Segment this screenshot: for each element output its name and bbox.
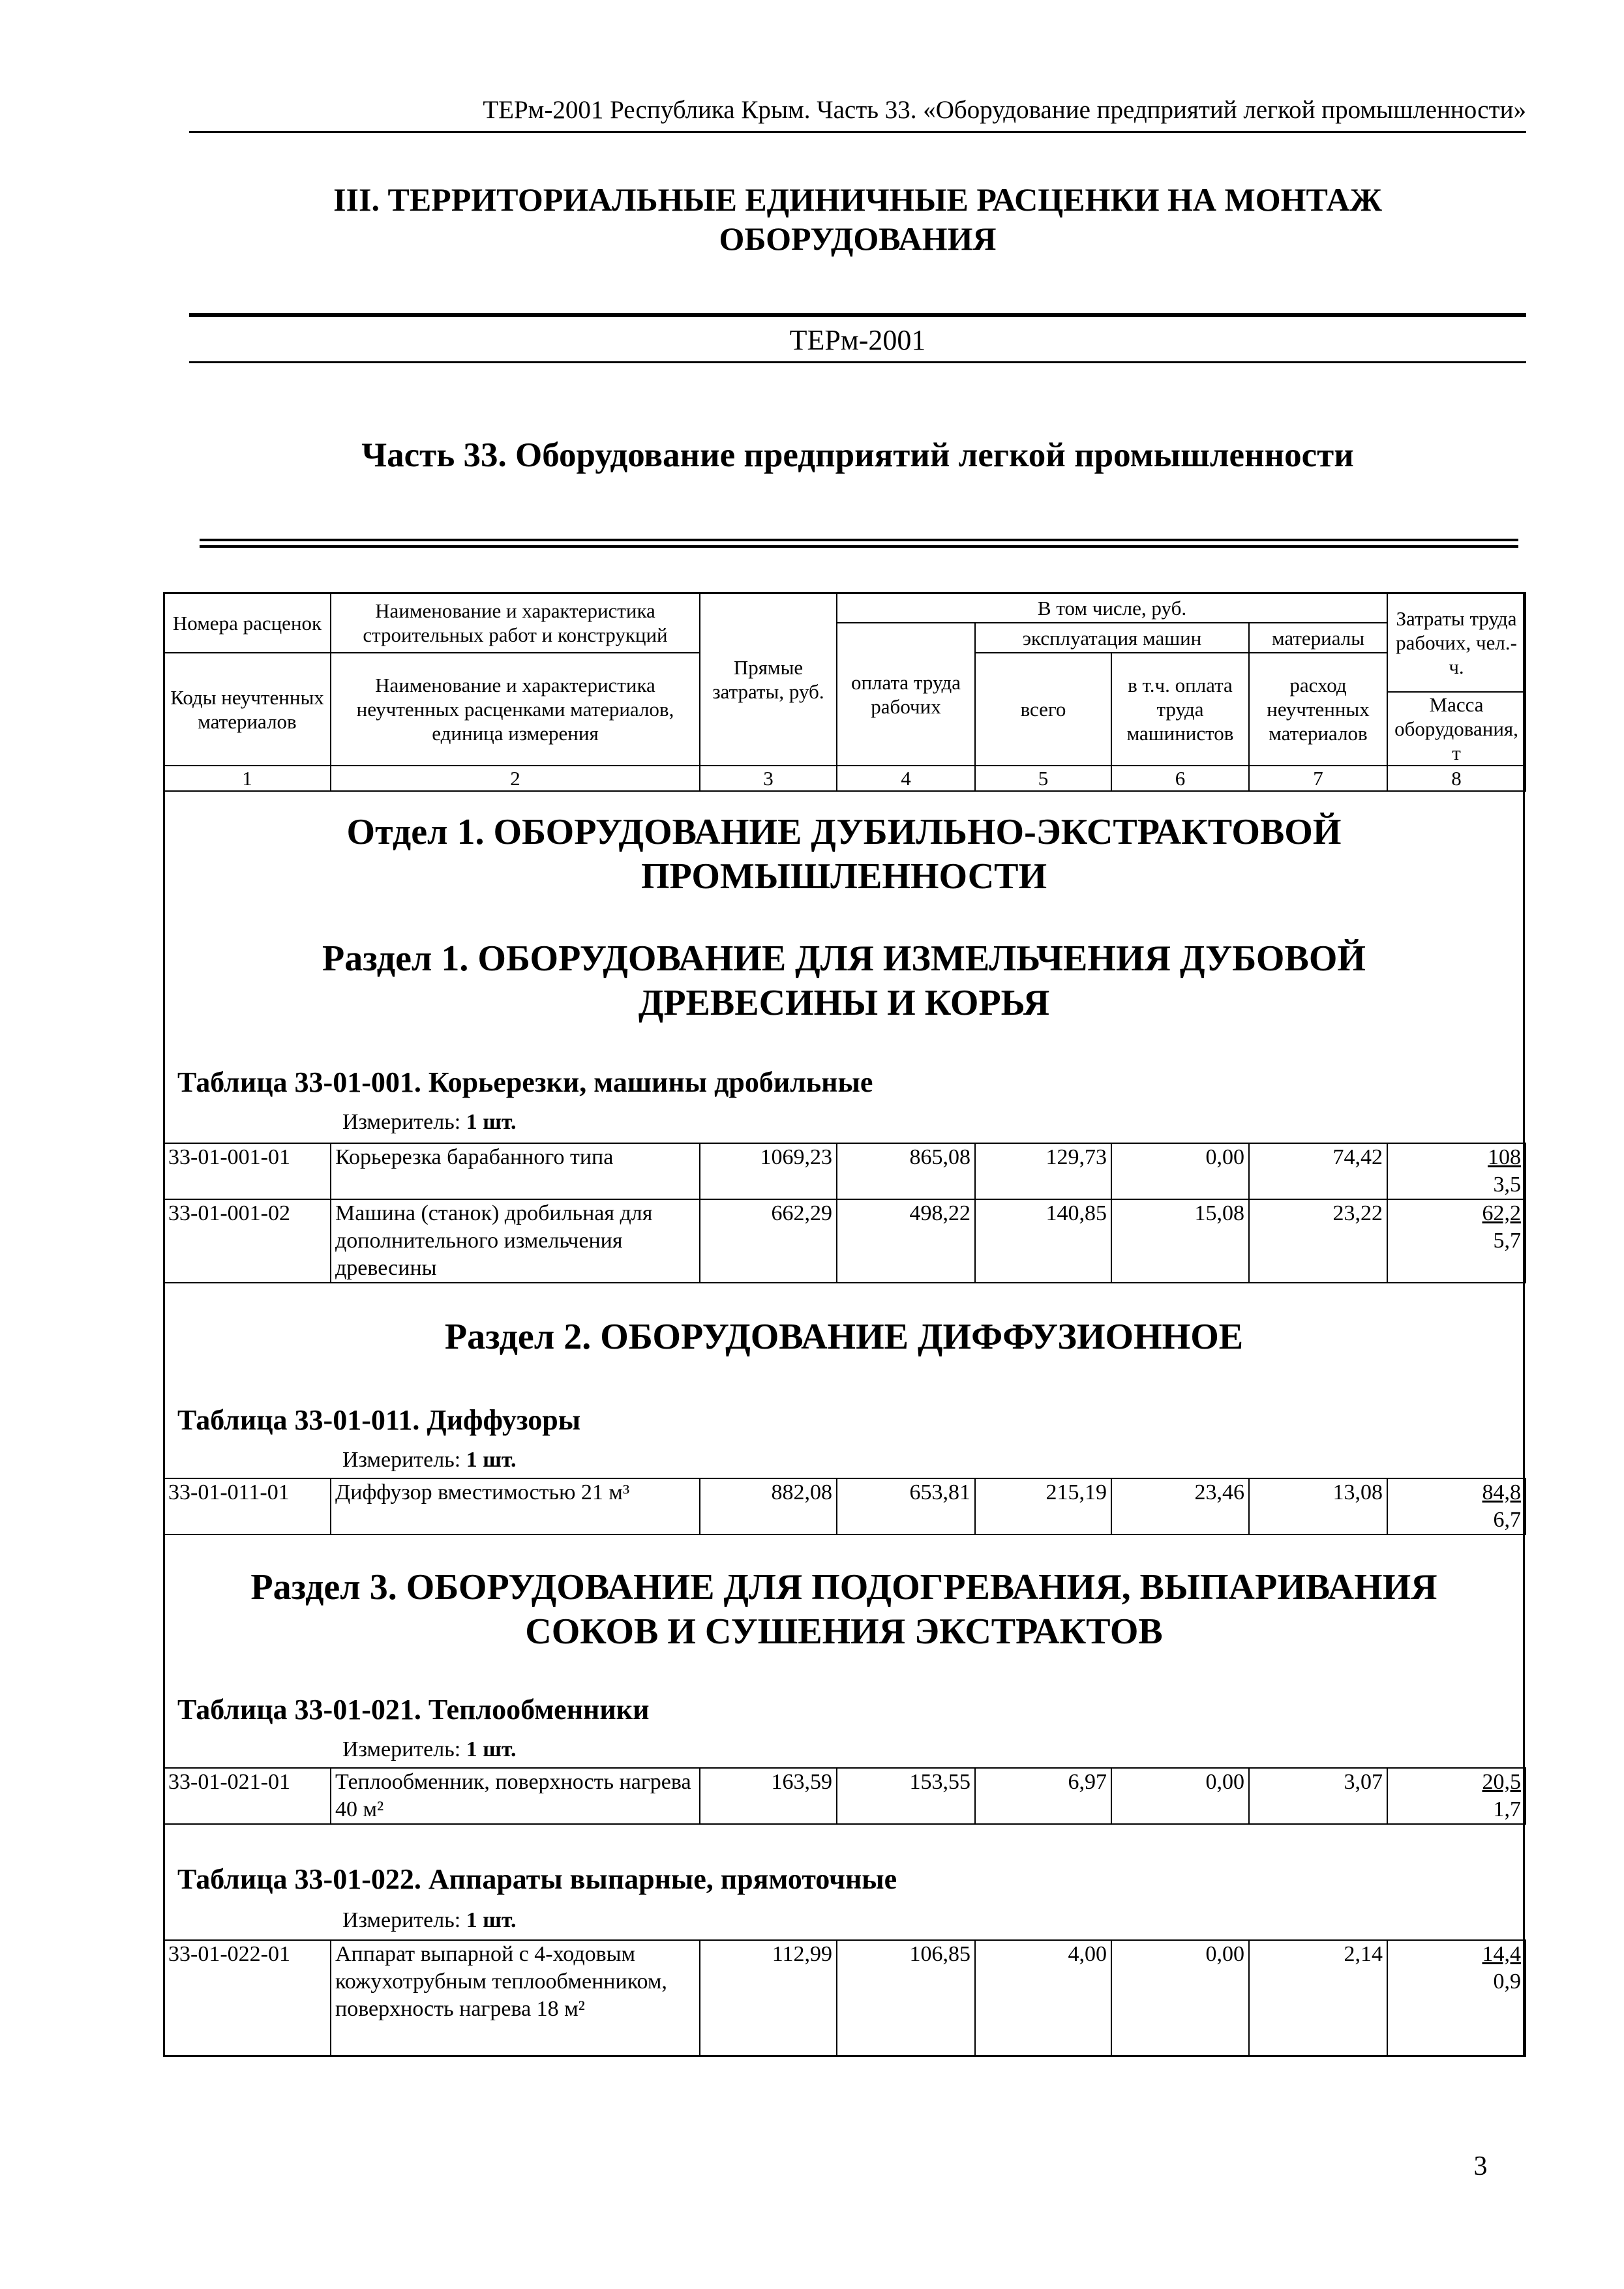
header-labor-pay: оплата труда рабочих bbox=[837, 623, 975, 766]
section-1-title-line1: Раздел 1. ОБОРУДОВАНИЕ ДЛЯ ИЗМЕЛЬЧЕНИЯ ДУБОВОЙ bbox=[322, 938, 1366, 979]
rates-table bbox=[163, 1143, 1526, 1283]
header-work-name: Наименование и характеристика строительных работ и конструкций bbox=[331, 593, 700, 653]
table-title: Таблица 33-01-011. Диффузоры bbox=[177, 1404, 581, 1436]
labor-pay: 498,22 bbox=[837, 1199, 975, 1283]
machines-total: 215,19 bbox=[975, 1478, 1111, 1534]
labor-costs: 84,8 bbox=[1482, 1480, 1521, 1504]
labor-mass-cell bbox=[1387, 1478, 1526, 1534]
section-3-title bbox=[163, 1565, 1525, 1654]
table-title: Таблица 33-01-021. Теплообменники bbox=[177, 1694, 650, 1726]
department-title-line2: ПРОМЫШЛЕННОСТИ bbox=[640, 856, 1047, 897]
materials: 13,08 bbox=[1249, 1478, 1387, 1534]
header-col-number: 4 bbox=[837, 766, 975, 791]
materials: 23,22 bbox=[1249, 1199, 1387, 1283]
header-rate-numbers: Номера расценок bbox=[164, 593, 331, 653]
header-col-number: 6 bbox=[1111, 766, 1249, 791]
header-machines-total: всего bbox=[975, 653, 1111, 766]
equipment-mass: 6,7 bbox=[1493, 1508, 1521, 1532]
ter-code-rule-top bbox=[189, 313, 1526, 317]
machines-total: 129,73 bbox=[975, 1143, 1111, 1199]
header-equipment-mass: Масса оборудования, т bbox=[1387, 692, 1526, 766]
header-unaccounted-name: Наименование и характеристика неучтенных расценками материалов, единица измерения bbox=[331, 653, 700, 766]
measure-unit: 1 шт. bbox=[466, 1737, 517, 1761]
equipment-mass: 0,9 bbox=[1493, 1969, 1521, 1994]
machines-operators: 23,46 bbox=[1111, 1478, 1249, 1534]
machines-operators: 0,00 bbox=[1111, 1940, 1249, 2056]
labor-costs: 20,5 bbox=[1482, 1770, 1521, 1794]
department-title-line1: Отдел 1. ОБОРУДОВАНИЕ ДУБИЛЬНО-ЭКСТРАКТОВОЙ bbox=[346, 812, 1342, 852]
labor-costs: 62,2 bbox=[1482, 1201, 1521, 1225]
measure-label: Измеритель: bbox=[342, 1448, 461, 1472]
machines-operators: 0,00 bbox=[1111, 1768, 1249, 1824]
table-row bbox=[164, 1768, 1526, 1824]
rate-name: Аппарат выпарной с 4-ходовым кожухотрубным теплообменником, поверхность нагрева 18 м² bbox=[331, 1940, 700, 2056]
header-col-number: 7 bbox=[1249, 766, 1387, 791]
header-direct-costs: Прямые затраты, руб. bbox=[700, 593, 837, 766]
table-row bbox=[164, 1478, 1526, 1534]
measure-line bbox=[342, 1448, 517, 1473]
direct-costs: 112,99 bbox=[700, 1940, 837, 2056]
measure-label: Измеритель: bbox=[342, 1908, 461, 1932]
running-header: ТЕРм-2001 Республика Крым. Часть 33. «Оборудование предприятий легкой промышленности» bbox=[483, 96, 1526, 124]
section-1-title-line2: ДРЕВЕСИНЫ И КОРЬЯ bbox=[638, 983, 1050, 1023]
labor-mass-cell bbox=[1387, 1143, 1526, 1199]
machines-operators: 15,08 bbox=[1111, 1199, 1249, 1283]
rate-code: 33-01-022-01 bbox=[164, 1940, 331, 2056]
measure-line bbox=[342, 1908, 517, 1933]
machines-total: 6,97 bbox=[975, 1768, 1111, 1824]
rate-code: 33-01-001-01 bbox=[164, 1143, 331, 1199]
equipment-mass: 3,5 bbox=[1493, 1173, 1521, 1197]
table-title: Таблица 33-01-022. Аппараты выпарные, прямоточные bbox=[177, 1863, 897, 1895]
machines-operators: 0,00 bbox=[1111, 1143, 1249, 1199]
labor-costs: 108 bbox=[1488, 1145, 1521, 1169]
direct-costs: 1069,23 bbox=[700, 1143, 837, 1199]
measure-unit: 1 шт. bbox=[466, 1908, 517, 1932]
main-title bbox=[189, 180, 1526, 258]
header-labor-costs: Затраты труда рабочих, чел.-ч. bbox=[1387, 593, 1526, 692]
header-materials-unaccounted: расход неучтенных материалов bbox=[1249, 653, 1387, 766]
measure-label: Измеритель: bbox=[342, 1737, 461, 1761]
direct-costs: 882,08 bbox=[700, 1478, 837, 1534]
labor-pay: 865,08 bbox=[837, 1143, 975, 1199]
header-in-total: В том числе, руб. bbox=[837, 593, 1387, 623]
measure-unit: 1 шт. bbox=[466, 1110, 517, 1134]
ter-code-rule-bottom bbox=[189, 361, 1526, 363]
measure-unit: 1 шт. bbox=[466, 1448, 517, 1472]
header-col-number: 1 bbox=[164, 766, 331, 791]
rate-name: Теплообменник, поверхность нагрева 40 м² bbox=[331, 1768, 700, 1824]
direct-costs: 662,29 bbox=[700, 1199, 837, 1283]
equipment-mass: 5,7 bbox=[1493, 1229, 1521, 1253]
table-row bbox=[164, 1199, 1526, 1283]
rates-table bbox=[163, 1478, 1526, 1535]
rate-code: 33-01-011-01 bbox=[164, 1478, 331, 1534]
machines-total: 140,85 bbox=[975, 1199, 1111, 1283]
header-machines: эксплуатация машин bbox=[975, 623, 1249, 653]
labor-mass-cell bbox=[1387, 1199, 1526, 1283]
labor-costs: 14,4 bbox=[1482, 1942, 1521, 1966]
materials: 74,42 bbox=[1249, 1143, 1387, 1199]
department-title bbox=[163, 810, 1525, 899]
header-unaccounted-codes: Коды неучтенных материалов bbox=[164, 653, 331, 766]
measure-line bbox=[342, 1110, 517, 1135]
labor-mass-cell bbox=[1387, 1940, 1526, 2056]
rate-name: Диффузор вместимостью 21 м³ bbox=[331, 1478, 700, 1534]
page-number: 3 bbox=[1473, 2151, 1488, 2181]
direct-costs: 163,59 bbox=[700, 1768, 837, 1824]
materials: 2,14 bbox=[1249, 1940, 1387, 2056]
labor-mass-cell bbox=[1387, 1768, 1526, 1824]
header-materials: материалы bbox=[1249, 623, 1387, 653]
section-3-title-line2: СОКОВ И СУШЕНИЯ ЭКСТРАКТОВ bbox=[525, 1611, 1163, 1652]
header-col-number: 3 bbox=[700, 766, 837, 791]
equipment-mass: 1,7 bbox=[1493, 1797, 1521, 1821]
header-machines-operators: в т.ч. оплата труда машинистов bbox=[1111, 653, 1249, 766]
header-col-number: 8 bbox=[1387, 766, 1526, 791]
double-rule bbox=[200, 539, 1518, 548]
table-title: Таблица 33-01-001. Корьерезки, машины дробильные bbox=[177, 1066, 873, 1098]
main-title-line1: III. ТЕРРИТОРИАЛЬНЫЕ ЕДИНИЧНЫЕ РАСЦЕНКИ НА МОНТАЖ bbox=[333, 181, 1382, 218]
section-2-title bbox=[163, 1315, 1525, 1359]
rate-code: 33-01-021-01 bbox=[164, 1768, 331, 1824]
part-title: Часть 33. Оборудование предприятий легкой промышленности bbox=[361, 436, 1354, 474]
rates-table bbox=[163, 1767, 1526, 1825]
header-col-number: 2 bbox=[331, 766, 700, 791]
machines-total: 4,00 bbox=[975, 1940, 1111, 2056]
labor-pay: 653,81 bbox=[837, 1478, 975, 1534]
labor-pay: 106,85 bbox=[837, 1940, 975, 2056]
header-rule bbox=[189, 131, 1526, 133]
table-header bbox=[163, 592, 1526, 792]
section-3-title-line1: Раздел 3. ОБОРУДОВАНИЕ ДЛЯ ПОДОГРЕВАНИЯ, ВЫПАРИВАНИЯ bbox=[250, 1567, 1437, 1608]
measure-label: Измеритель: bbox=[342, 1110, 461, 1134]
materials: 3,07 bbox=[1249, 1768, 1387, 1824]
rate-name: Машина (станок) дробильная для дополнительного измельчения древесины bbox=[331, 1199, 700, 1283]
section-1-title bbox=[163, 936, 1525, 1025]
header-col-number: 5 bbox=[975, 766, 1111, 791]
main-title-line2: ОБОРУДОВАНИЯ bbox=[719, 220, 997, 257]
rate-name: Корьерезка барабанного типа bbox=[331, 1143, 700, 1199]
measure-line bbox=[342, 1737, 517, 1762]
table-row bbox=[164, 1143, 1526, 1199]
ter-code: ТЕРм-2001 bbox=[789, 324, 926, 356]
section-2-title-line1: Раздел 2. ОБОРУДОВАНИЕ ДИФФУЗИОННОЕ bbox=[444, 1317, 1244, 1357]
labor-pay: 153,55 bbox=[837, 1768, 975, 1824]
rates-table bbox=[163, 1939, 1526, 2057]
rate-code: 33-01-001-02 bbox=[164, 1199, 331, 1283]
table-row bbox=[164, 1940, 1526, 2056]
